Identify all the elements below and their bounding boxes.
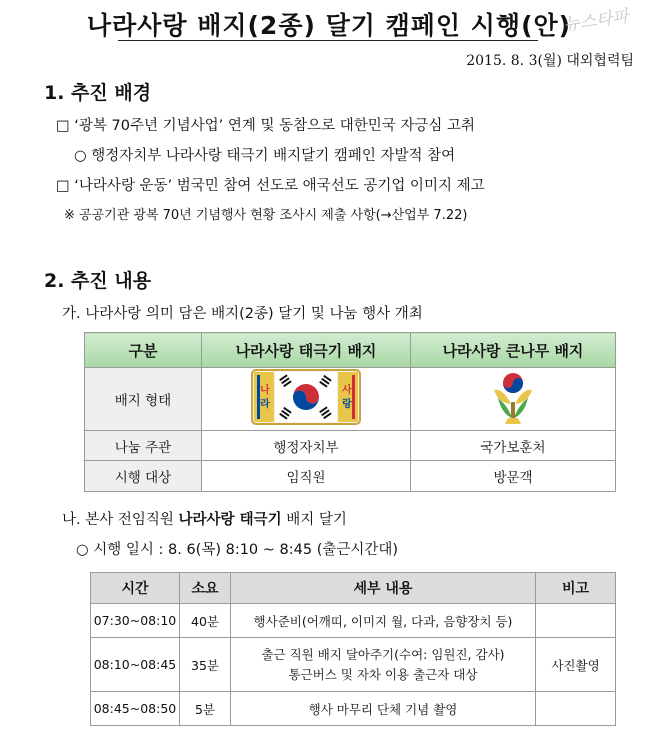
cell-duration: 40분: [180, 604, 231, 638]
background-note: ※ 공공기관 광복 70년 기념행사 현황 조사시 제출 사항(→산업부 7.22): [64, 208, 468, 223]
document-title: 나라사랑 배지(2종) 달기 캠페인 시행(안): [86, 11, 572, 40]
cell-value: 방문객: [411, 461, 616, 492]
sub-b-prefix: 나. 본사 전임직원: [62, 512, 179, 528]
table-row: [85, 431, 616, 461]
svg-text:랑: 랑: [342, 399, 352, 410]
cell-value: 행정자치부: [202, 431, 411, 461]
row-label: 시행 대상: [85, 461, 202, 492]
cell-value: 임직원: [202, 461, 411, 492]
cell-value: 국가보훈처: [411, 431, 616, 461]
header-category: 구분: [85, 333, 202, 368]
row-label: 나눔 주관: [85, 431, 202, 461]
svg-text:사: 사: [342, 385, 352, 396]
title-underline: [118, 40, 538, 41]
content-sub-a: 가. 나라사랑 의미 담은 배지(2종) 달기 및 나눔 행사 개최: [62, 306, 423, 322]
badge-table-header: [85, 333, 616, 368]
cell-detail: 행사준비(어깨띠, 이미지 월, 다과, 음향장치 등): [231, 604, 536, 638]
sub-b-suffix: 배지 달기: [281, 512, 347, 528]
cell-detail: [231, 638, 536, 692]
taegukgi-badge-icon: [251, 369, 361, 429]
date-department: 2015. 8. 3(월) 대외협력팀: [466, 53, 634, 69]
cell-time: 08:10~08:45: [91, 638, 180, 692]
big-tree-badge-icon: [488, 368, 538, 430]
cell-time: 07:30~08:10: [91, 604, 180, 638]
sub-b-bold: 나라사랑 태극기: [178, 512, 282, 528]
cell-note: [536, 604, 616, 638]
background-subitem-1: ○ 행정자치부 나라사랑 태극기 배지달기 캠페인 자발적 참여: [74, 148, 456, 164]
table-row: [85, 368, 616, 431]
cell-note: 사진촬영: [536, 638, 616, 692]
header-taegukgi-badge: 나라사랑 태극기 배지: [202, 333, 411, 368]
table-row: [85, 461, 616, 492]
cell-duration: 5분: [180, 692, 231, 726]
svg-text:라: 라: [260, 399, 270, 410]
cell-time: 08:45~08:50: [91, 692, 180, 726]
cell-detail: 행사 마무리 단체 기념 촬영: [231, 692, 536, 726]
header-time: 시간: [91, 573, 180, 604]
tree-badge-cell: [411, 368, 616, 431]
section1-heading: 1. 추진 배경: [44, 82, 152, 104]
header-note: 비고: [536, 573, 616, 604]
table-row: [91, 638, 616, 692]
header-detail: 세부 내용: [231, 573, 536, 604]
header-tree-badge: 나라사랑 큰나무 배지: [411, 333, 616, 368]
svg-text:나: 나: [260, 385, 270, 396]
cell-duration: 35분: [180, 638, 231, 692]
taegukgi-badge-cell: [202, 368, 411, 431]
background-item-2: □ ‘나라사랑 운동’ 범국민 참여 선도로 애국선도 공기업 이미지 제고: [56, 178, 485, 194]
badge-table: [84, 332, 616, 492]
row-label: 배지 형태: [85, 368, 202, 431]
schedule-table: [90, 572, 616, 726]
schedule-table-header: [91, 573, 616, 604]
header-duration: 소요: [180, 573, 231, 604]
schedule-line: ○ 시행 일시 : 8. 6(목) 8:10 ~ 8:45 (출근시간대): [76, 542, 399, 558]
detail-line: 출근 직원 배지 달아주기(수여: 임원진, 감사): [261, 646, 505, 662]
content-sub-b: [62, 508, 347, 529]
background-item-1: □ ‘광복 70주년 기념사업’ 연계 및 동참으로 대한민국 자긍심 고취: [56, 118, 476, 134]
table-row: [91, 692, 616, 726]
section2-heading: 2. 추진 내용: [44, 270, 152, 292]
cell-note: [536, 692, 616, 726]
watermark: 뉴스타파: [562, 6, 631, 36]
detail-line: 통근버스 및 자차 이용 출근자 대상: [288, 666, 478, 682]
table-row: [91, 604, 616, 638]
